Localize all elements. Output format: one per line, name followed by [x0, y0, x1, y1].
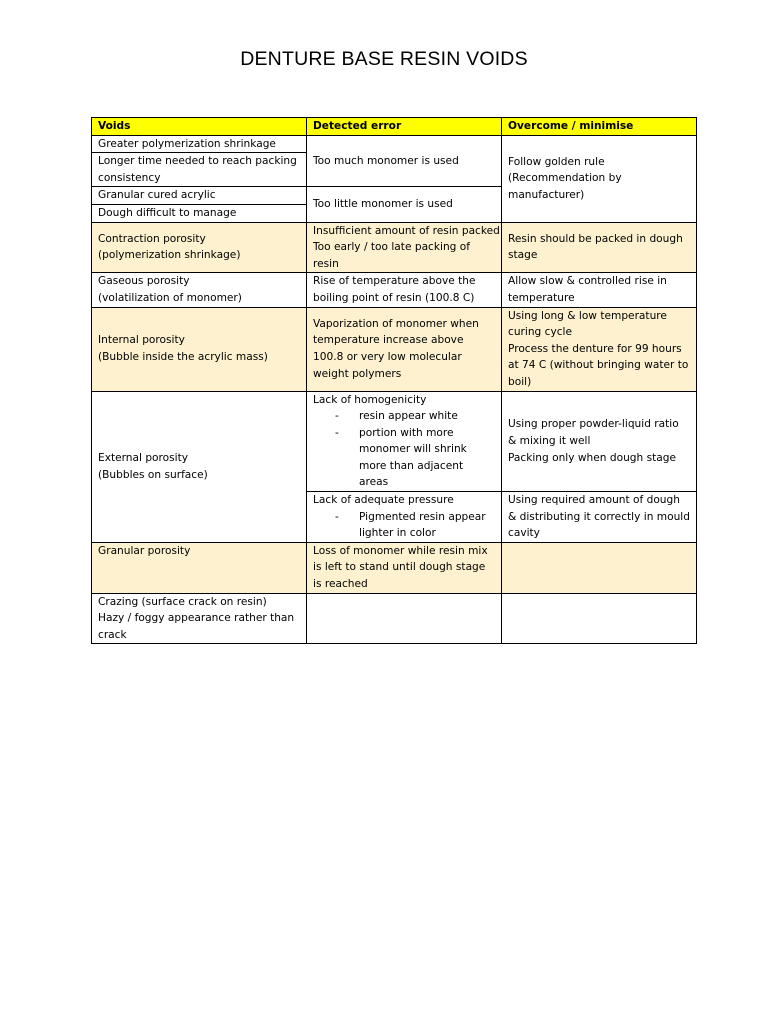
- void-note: (polymerization shrinkage): [98, 249, 241, 262]
- overcome-line: Using long & low temperature curing cycle: [508, 309, 667, 339]
- error-list: [313, 509, 495, 542]
- error-line: Too early / too late packing of resin: [313, 241, 470, 270]
- void-cell: [92, 391, 307, 542]
- void-cell: Longer time needed to reach packing consistency: [92, 153, 307, 187]
- overcome-line: Follow golden rule: [508, 155, 605, 168]
- list-item: - resin appear white: [313, 408, 495, 425]
- overcome-cell: [502, 542, 697, 593]
- void-cell: [92, 307, 307, 391]
- void-cell: [92, 593, 307, 644]
- error-cell: Rise of temperature above the boiling point of resin (100.8 C): [307, 273, 502, 307]
- overcome-cell: [502, 135, 697, 222]
- overcome-line: Using proper powder-liquid ratio & mixing it well: [508, 418, 679, 447]
- document-title: DENTURE BASE RESIN VOIDS: [240, 48, 528, 70]
- overcome-line: Process the denture for 99 hours at 74 C (without bringing water to boil): [508, 342, 689, 388]
- overcome-line: Packing only when dough stage: [508, 451, 676, 464]
- table-row: [92, 273, 697, 307]
- void-cell: Dough difficult to manage: [92, 204, 307, 222]
- overcome-line: (Recommendation by manufacturer): [508, 172, 622, 201]
- error-title: Lack of homogenicity: [313, 393, 427, 406]
- overcome-cell: [502, 593, 697, 644]
- void-note: (Bubbles on surface): [98, 468, 208, 481]
- void-name: Crazing (surface crack on resin): [98, 595, 267, 608]
- void-cell: Granular cured acrylic: [92, 187, 307, 205]
- overcome-cell: Allow slow & controlled rise in temperature: [502, 273, 697, 307]
- list-item: - portion with more monomer will shrink more than adjacent areas: [313, 425, 495, 491]
- void-note: Hazy / foggy appearance rather than crack: [98, 612, 295, 641]
- void-name: Gaseous porosity: [98, 275, 190, 288]
- table-row: [92, 593, 697, 644]
- table-row: [92, 135, 697, 153]
- overcome-cell: Using required amount of dough & distributing it correctly in mould cavity: [502, 492, 697, 543]
- voids-table: [91, 117, 697, 644]
- table-row: [92, 222, 697, 273]
- void-cell: Greater polymerization shrinkage: [92, 135, 307, 153]
- table-row: [92, 307, 697, 391]
- void-name: Contraction porosity: [98, 232, 206, 245]
- error-cell: [307, 593, 502, 644]
- error-cell: Too much monomer is used: [307, 135, 502, 187]
- error-cell: Vaporization of monomer when temperature increase above 100.8 or very low molecular weight polymers: [307, 307, 502, 391]
- void-name: Internal porosity: [98, 334, 185, 347]
- header-voids: Voids: [92, 118, 307, 136]
- void-cell: [92, 222, 307, 273]
- table-header-row: [92, 118, 697, 136]
- error-cell: Loss of monomer while resin mix is left to stand until dough stage is reached: [307, 542, 502, 593]
- error-title: Lack of adequate pressure: [313, 494, 454, 507]
- header-overcome: Overcome / minimise: [502, 118, 697, 136]
- void-note: (volatilization of monomer): [98, 291, 242, 304]
- void-cell: Granular porosity: [92, 542, 307, 593]
- error-cell: [307, 222, 502, 273]
- error-line: Insufficient amount of resin packed: [313, 224, 500, 237]
- overcome-cell: [502, 307, 697, 391]
- error-list: [313, 408, 495, 491]
- overcome-cell: Resin should be packed in dough stage: [502, 222, 697, 273]
- void-cell: [92, 273, 307, 307]
- table-row: [92, 542, 697, 593]
- overcome-cell: [502, 391, 697, 492]
- error-cell: [307, 492, 502, 543]
- table-row: [92, 391, 697, 492]
- error-cell: [307, 391, 502, 492]
- header-detected-error: Detected error: [307, 118, 502, 136]
- void-name: External porosity: [98, 452, 189, 465]
- list-item: - Pigmented resin appear lighter in color: [313, 509, 495, 542]
- error-cell: Too little monomer is used: [307, 187, 502, 222]
- void-note: (Bubble inside the acrylic mass): [98, 351, 268, 364]
